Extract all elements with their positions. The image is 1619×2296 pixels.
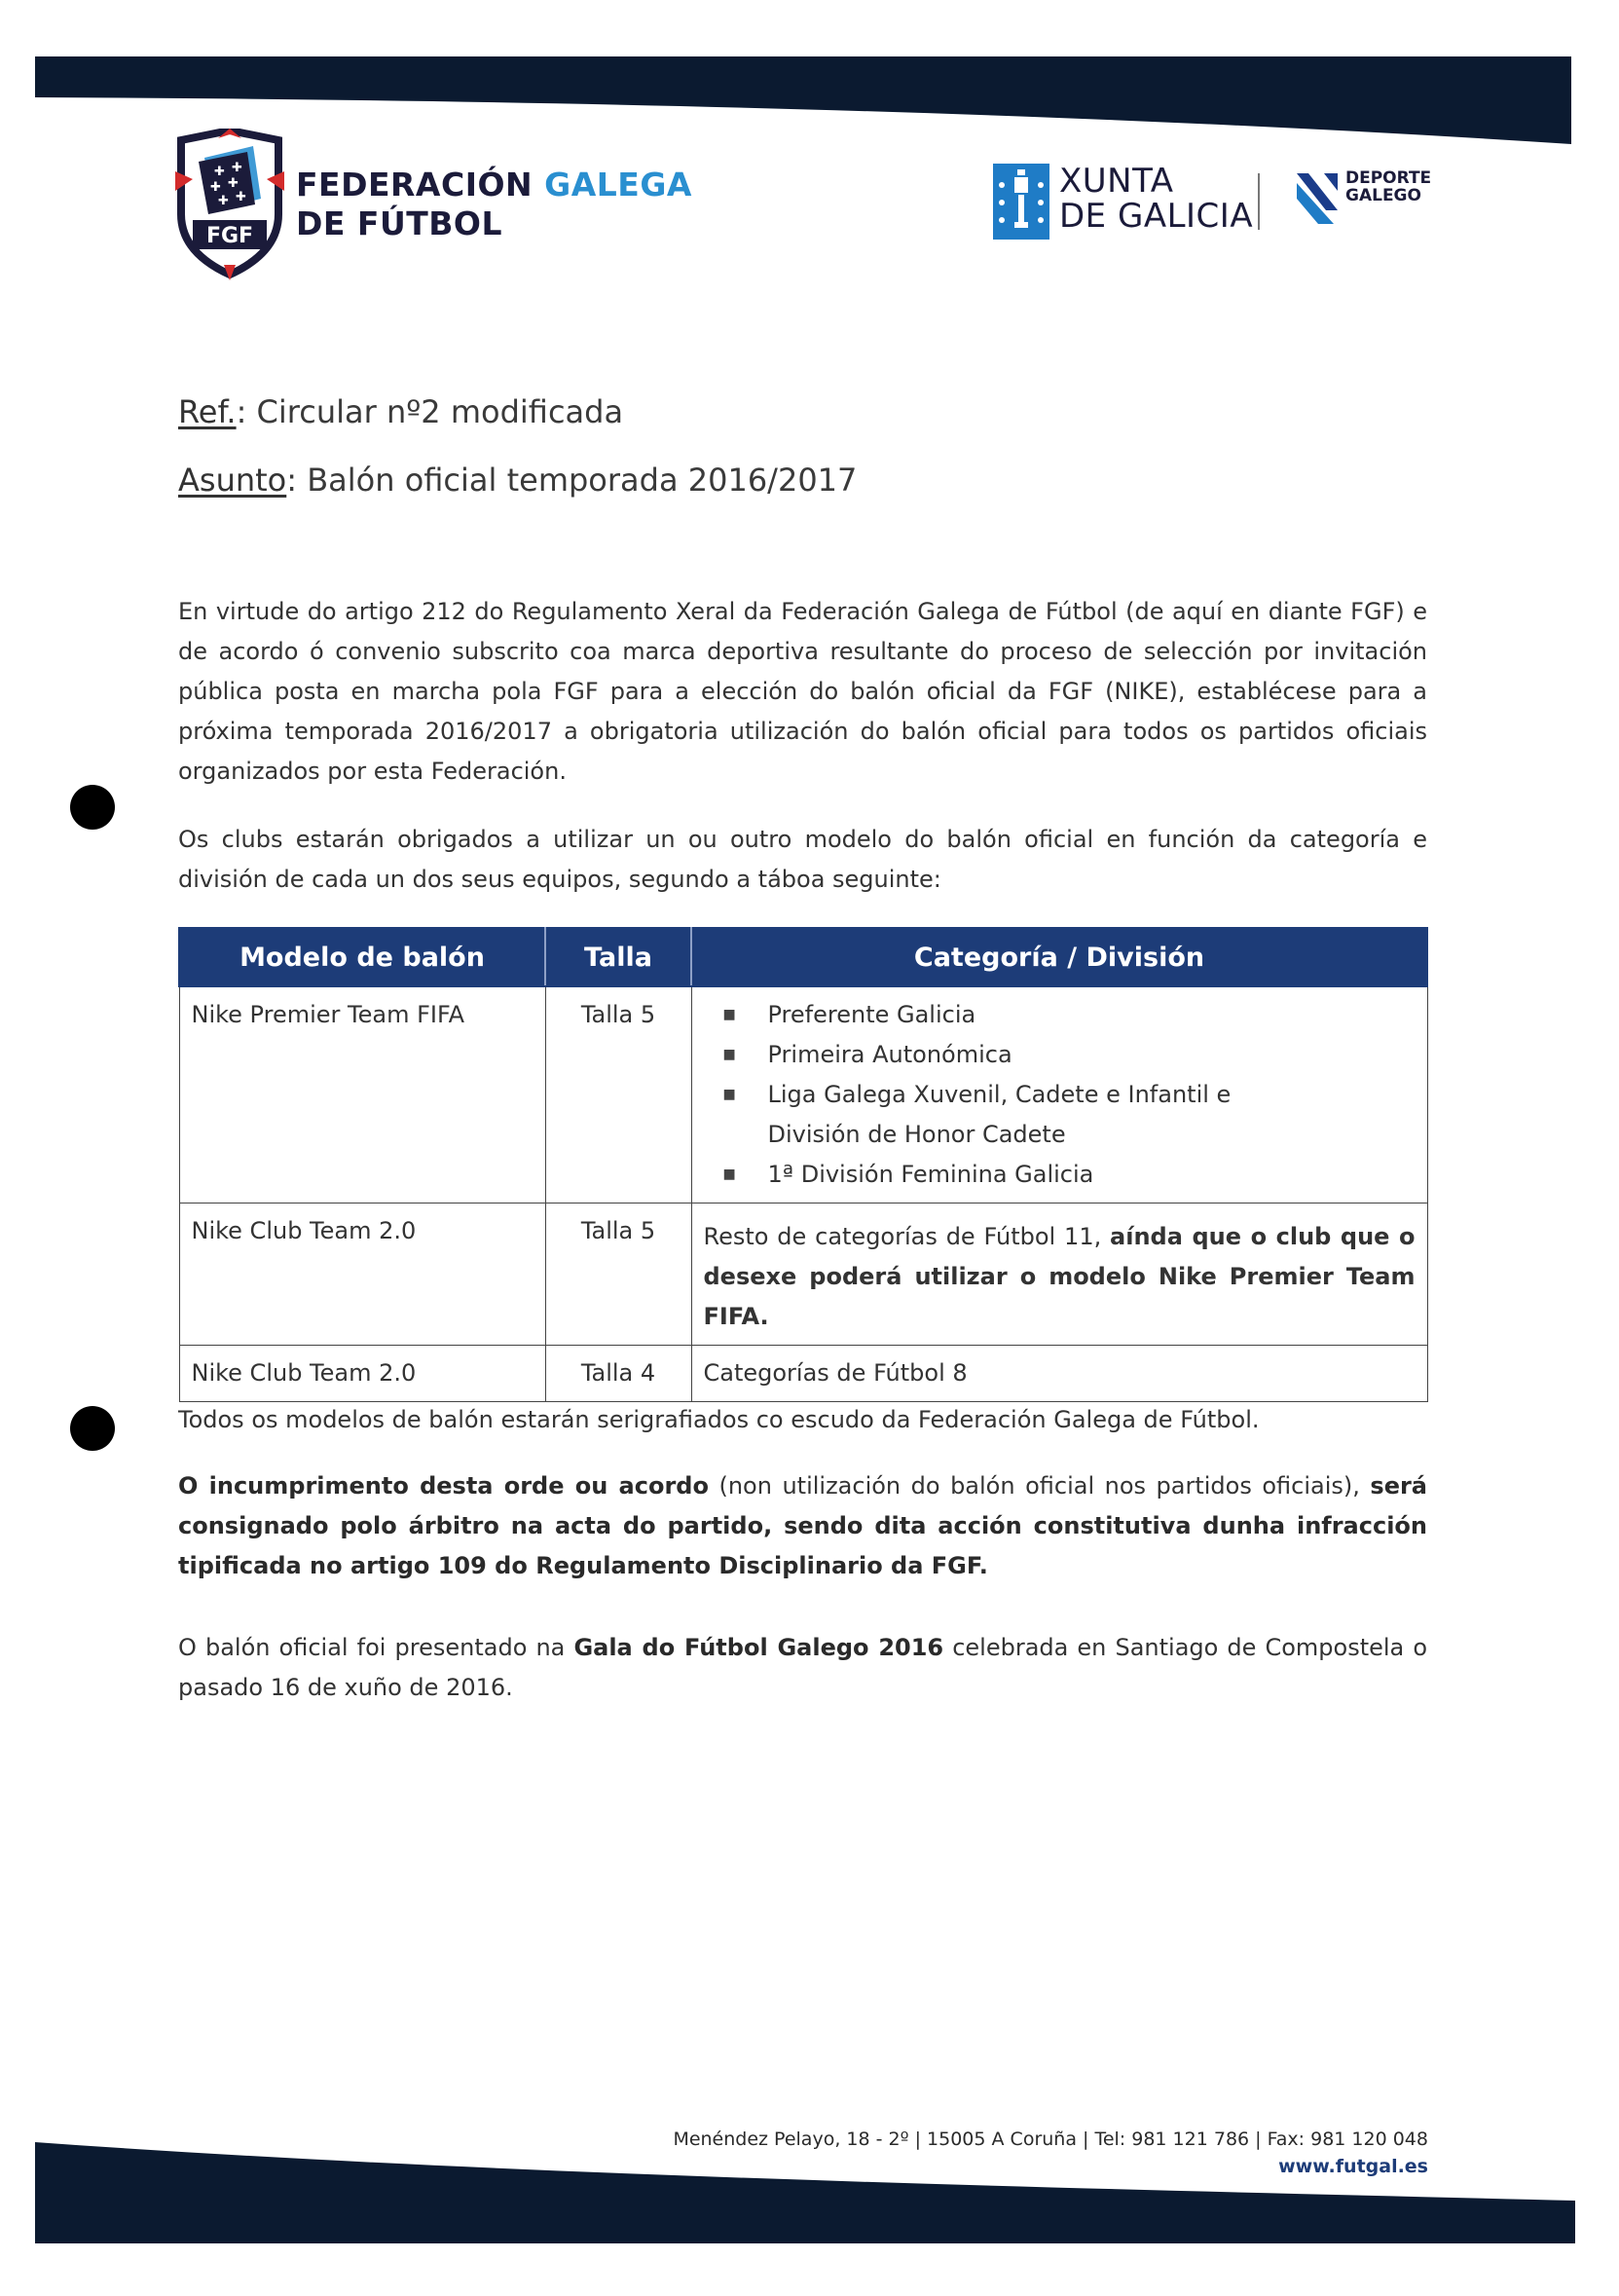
footer-website-link[interactable]: www.futgal.es bbox=[1278, 2156, 1428, 2177]
list-item bbox=[723, 995, 1416, 1035]
svg-text:✚: ✚ bbox=[218, 194, 229, 208]
federation-name-word2: GALEGA bbox=[544, 166, 692, 204]
svg-text:✚: ✚ bbox=[228, 176, 239, 191]
table-cell-categories bbox=[691, 1204, 1427, 1346]
svg-text:✚: ✚ bbox=[210, 180, 221, 195]
table-header-row bbox=[179, 928, 1427, 986]
table-header-model: Modelo de balón bbox=[179, 928, 545, 986]
federation-name-line2: DE FÚTBOL bbox=[296, 204, 503, 242]
xunta-name bbox=[1059, 164, 1253, 234]
table-header-size: Talla bbox=[545, 928, 691, 986]
deporte-galego-name bbox=[1345, 169, 1431, 204]
category-list bbox=[704, 995, 1416, 1195]
table-cell-model: Nike Club Team 2.0 bbox=[179, 1204, 545, 1346]
table-cell-model: Nike Premier Team FIFA bbox=[179, 986, 545, 1204]
punch-hole-lower bbox=[70, 1406, 115, 1451]
ball-model-table bbox=[178, 927, 1428, 1402]
xunta-name-line2: DE GALICIA bbox=[1059, 197, 1254, 236]
xunta-galicia-logo bbox=[993, 164, 1049, 240]
table-cell-size: Talla 5 bbox=[545, 1204, 691, 1346]
subject-sep: : bbox=[286, 462, 298, 499]
presentation-text-a: O balón oficial foi presentado na bbox=[178, 1634, 574, 1661]
deporte-name-line2: GALEGO bbox=[1345, 186, 1421, 205]
category-text: 1ª División Feminina Galicia bbox=[767, 1161, 1094, 1188]
bullet-icon: ■ bbox=[722, 1087, 736, 1102]
noncompliance-bold-a: O incumprimento desta orde ou acordo bbox=[178, 1472, 709, 1500]
table-cell-categories bbox=[691, 986, 1427, 1204]
category-text-bold: aínda que o club que o desexe poderá utilizar o modelo Nike Premier Team FIFA. bbox=[703, 1223, 1416, 1330]
bottom-footer-band bbox=[35, 2138, 1575, 2243]
xunta-name-line1: XUNTA bbox=[1059, 162, 1174, 201]
paragraph-serigraphy: Todos os modelos de balón estarán serigrafiados co escudo da Federación Galega de Fútbol. bbox=[178, 1406, 1260, 1433]
header-divider bbox=[1258, 173, 1260, 230]
paragraph-noncompliance bbox=[178, 1466, 1427, 1586]
paragraph-intro: En virtude do artigo 212 do Regulamento Xeral da Federación Galega de Fútbol (de aquí en diante FGF) e de acordo ó convenio subscrito coa marca deportiva resultante do proceso de selección por invitación pública posta en marcha pola FGF para a elección do balón oficial da FGF (NIKE), establécese para a próxima temporada 2016/2017 a obrigatoria utilización do balón oficial para todos os partidos oficiais organizados por esta Federación. bbox=[178, 598, 1427, 785]
svg-text:✚: ✚ bbox=[232, 161, 242, 175]
table-header-category: Categoría / División bbox=[691, 928, 1427, 986]
federation-name-word1: FEDERACIÓN bbox=[296, 166, 534, 204]
category-text: Resto de categorías de Fútbol 11, bbox=[703, 1223, 1111, 1250]
bullet-icon: ■ bbox=[722, 1167, 736, 1182]
deporte-galego-logo bbox=[1295, 169, 1340, 226]
category-text: Liga Galega Xuvenil, Cadete e Infantil e División de Honor Cadete bbox=[767, 1081, 1232, 1148]
reference-label: Ref. bbox=[178, 393, 237, 430]
subject-label: Asunto bbox=[178, 462, 287, 499]
paragraph-clubs-obligation: Os clubs estarán obrigados a utilizar un ou outro modelo do balón oficial en función da categoría e división de cada un dos seus equipos, segundo a táboa seguinte: bbox=[178, 826, 1427, 893]
list-item bbox=[723, 1075, 1416, 1155]
bullet-icon: ■ bbox=[722, 1047, 736, 1062]
subject-value: Balón oficial temporada 2016/2017 bbox=[297, 462, 858, 499]
deporte-name-line1: DEPORTE bbox=[1345, 168, 1432, 188]
noncompliance-bold-b: será consignado polo árbitro na acta do partido, sendo dita acción constitutiva dunha infracción tipificada no artigo 109 do Regulamento Disciplinario da FGF. bbox=[178, 1472, 1427, 1579]
category-text: Primeira Autonómica bbox=[767, 1041, 1012, 1068]
reference-value: Circular nº2 modificada bbox=[246, 393, 624, 430]
table-cell-size: Talla 4 bbox=[545, 1346, 691, 1402]
table-cell-model: Nike Club Team 2.0 bbox=[179, 1346, 545, 1402]
punch-hole-upper bbox=[70, 785, 115, 830]
footer-address: Menéndez Pelayo, 18 - 2º | 15005 A Coruña | Tel: 981 121 786 | Fax: 981 120 048 bbox=[673, 2129, 1428, 2150]
presentation-event: Gala do Fútbol Galego 2016 bbox=[573, 1634, 944, 1661]
svg-text:✚: ✚ bbox=[236, 190, 246, 204]
paragraph-presentation bbox=[178, 1628, 1427, 1708]
table-cell-size: Talla 5 bbox=[545, 986, 691, 1204]
category-text: Preferente Galicia bbox=[767, 1001, 976, 1028]
presentation-text-b: celebrada en Santiago de Compostela o pasado 16 de xuño de 2016. bbox=[178, 1634, 1427, 1701]
table-cell-categories: Categorías de Fútbol 8 bbox=[691, 1346, 1427, 1402]
list-item bbox=[723, 1155, 1416, 1195]
fgf-shield-logo bbox=[171, 129, 288, 280]
table-row bbox=[179, 1346, 1427, 1402]
reference-sep: : bbox=[236, 393, 247, 430]
table-row bbox=[179, 986, 1427, 1204]
bullet-icon: ■ bbox=[722, 1007, 736, 1022]
fgf-logo-text: FGF bbox=[205, 224, 254, 248]
subject-line bbox=[178, 462, 857, 499]
federation-name bbox=[296, 166, 692, 243]
table-row bbox=[179, 1204, 1427, 1346]
noncompliance-normal: (non utilización do balón oficial nos partidos oficiais), bbox=[708, 1472, 1371, 1500]
list-item bbox=[723, 1035, 1416, 1075]
reference-line bbox=[178, 393, 623, 430]
svg-text:✚: ✚ bbox=[214, 165, 225, 179]
